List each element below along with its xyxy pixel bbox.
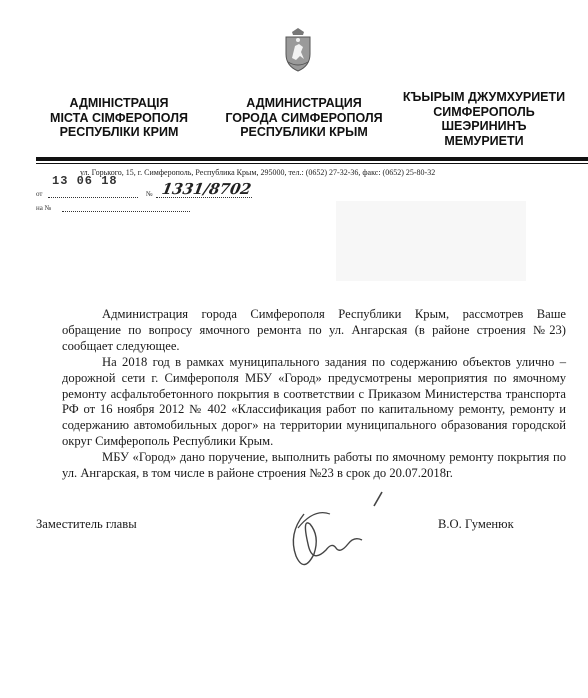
header-crimean-tatar [394, 90, 574, 148]
header-line: РЕСПУБЛИКИ КРЫМ [240, 125, 368, 139]
from-field-line [48, 197, 138, 198]
signatory-name: В.О. Гуменюк [438, 517, 514, 531]
header-line: АДМІНІСТРАЦІЯ [69, 96, 169, 110]
header-line: КЪЫРЫМ ДЖУМХУРИЕТИ [402, 90, 566, 104]
letter-body [62, 307, 566, 482]
registration-date-stamp: 13 06 18 [52, 174, 118, 188]
reference-field-line [62, 211, 190, 212]
header-ukrainian [44, 96, 194, 140]
number-label: № [146, 190, 153, 198]
header-line: ШЕЭРИНИНЪ [441, 119, 527, 133]
body-paragraph: МБУ «Город» дано поручение, выполнить работы по ямочному ремонту покрытия по ул. Ангарская, в том числе в районе строения №23 в срок до 20.07.2018г. [62, 450, 566, 481]
header-russian [210, 96, 398, 140]
header-line: РЕСПУБЛІКИ КРИМ [59, 125, 179, 139]
redacted-recipient-block [336, 201, 526, 281]
reference-label: на № [36, 204, 52, 212]
header-line: ГОРОДА СИМФЕРОПОЛЯ [225, 110, 383, 125]
header-line: СИМФЕРОПОЛЬ [433, 104, 535, 119]
address-line: ул. Горького, 15, г. Симферополь, Республика Крым, 295000, тел.: (0652) 27-32-36, факс: (0652) 25-80-32 [80, 168, 436, 177]
from-label: от [36, 190, 43, 198]
header-line: МЕМУРИЕТИ [444, 133, 524, 148]
header-divider [36, 157, 588, 161]
header-line: АДМИНИСТРАЦИЯ [246, 96, 362, 110]
handwritten-signature [274, 484, 394, 578]
signatory-title: Заместитель главы [36, 517, 137, 531]
body-paragraph: На 2018 год в рамках муниципального задания по содержанию объектов улично – дорожной сети г. Симферополя МБУ «Город» предусмотрены мероприятия по ямочному ремонту асфальтобетонного покрытия в соответствии с Приказом Министерства транспорта РФ от 16 ноября 2012 № 402 «Классификация работ по капитальному ремонту, ремонту и содержанию автомобильных дорог» на территории муниципального образования городской округ Симферополь Республики Крым. [62, 354, 566, 449]
header-line: МІСТА СІМФЕРОПОЛЯ [50, 110, 188, 125]
outgoing-number: 1331/8702 [160, 180, 253, 198]
body-paragraph: Администрация города Симферополя Республики Крым, рассмотрев Ваше обращение по вопросу ямочного ремонта по ул. Ангарская (в районе строения №23) сообщает следующее. [62, 307, 566, 353]
coat-of-arms-emblem [283, 28, 313, 72]
header-divider-thin [36, 163, 588, 164]
